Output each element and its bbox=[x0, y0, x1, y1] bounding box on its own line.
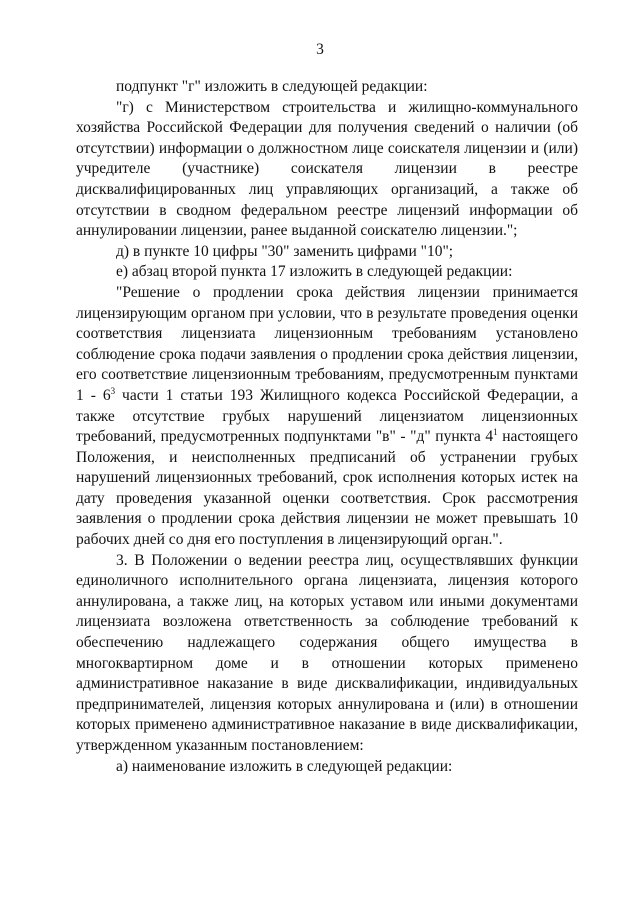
paragraph-subpoint-d: д) в пункте 10 цифры "30" заменить цифрами "10"; bbox=[116, 242, 454, 260]
license-extension-text-part-1: "Решение о продлении срока действия лицензии принимается лицензирующим органом при условии, что в результате проведения оценки соответствия лицензиата лицензионным требованиям установлено соблюдение срока подачи заявления о продлении срока действия лицензии, его соответствие лицензионным требованиям, предусмотренным пунктами 1 - 6 bbox=[76, 283, 578, 404]
paragraph-subpoint-e: е) абзац второй пункта 17 изложить в следующей редакции: bbox=[116, 263, 513, 281]
superscript-1: 1 bbox=[493, 427, 498, 438]
document-body bbox=[76, 77, 578, 777]
paragraph-license-extension bbox=[76, 283, 578, 551]
paragraph-subpoint-a: а) наименование изложить в следующей редакции: bbox=[116, 757, 453, 775]
paragraph-subpoint-g-intro: подпункт "г" изложить в следующей редакции: bbox=[116, 78, 428, 95]
page-number: 3 bbox=[316, 41, 324, 58]
paragraph-point-3-registry: 3. В Положении о ведении реестра лиц, осуществлявших функции единоличного исполнительного органа лицензиата, лицензия которого аннулирована, а также лиц, на которых уставом или иными документами лицензиата возложена ответственность за соблюдение требований к обеспечению надлежащего содержания общего имущества в многоквартирном доме и в отношении которых применено административное наказание в виде дисквалификации, индивидуальных предпринимателей, лицензия которых аннулирована и (или) в отношении которых применено административное наказание в виде дисквалификации, утвержденном указанным постановлением: bbox=[76, 551, 578, 754]
license-extension-text-part-2: части 1 статьи 193 Жилищного кодекса Российской Федерации, а также отсутствие грубых нарушений лицензиатом лицензионных требований, предусмотренных подпунктами "в" - "д" пункта 4 bbox=[76, 386, 578, 446]
paragraph-subpoint-g-text: "г) с Министерством строительства и жилищно-коммунального хозяйства Российской Федерации для получения сведений о наличии (об отсутствии) информации о должностном лице соискателя лицензии и (или) учредителе (участнике) соискателя лицензии в реестре дисквалифицированных лиц управляющих организаций, а также об отсутствии в сводном федеральном реестре лицензий информации об аннулировании лицензии, ранее выданной соискателю лицензии."; bbox=[76, 98, 578, 240]
superscript-3: 3 bbox=[110, 385, 116, 396]
license-extension-text-part-3: настоящего Положения, и неисполненных предписаний об устранении грубых нарушений лицензионных требований, срок исполнения которых истек на дату проведения указанной оценки соответствия. Срок рассмотрения заявления о продлении срока действия лицензии не может превышать 10 рабочих дней со дня его поступления в лицензирующий орган.". bbox=[76, 428, 578, 549]
